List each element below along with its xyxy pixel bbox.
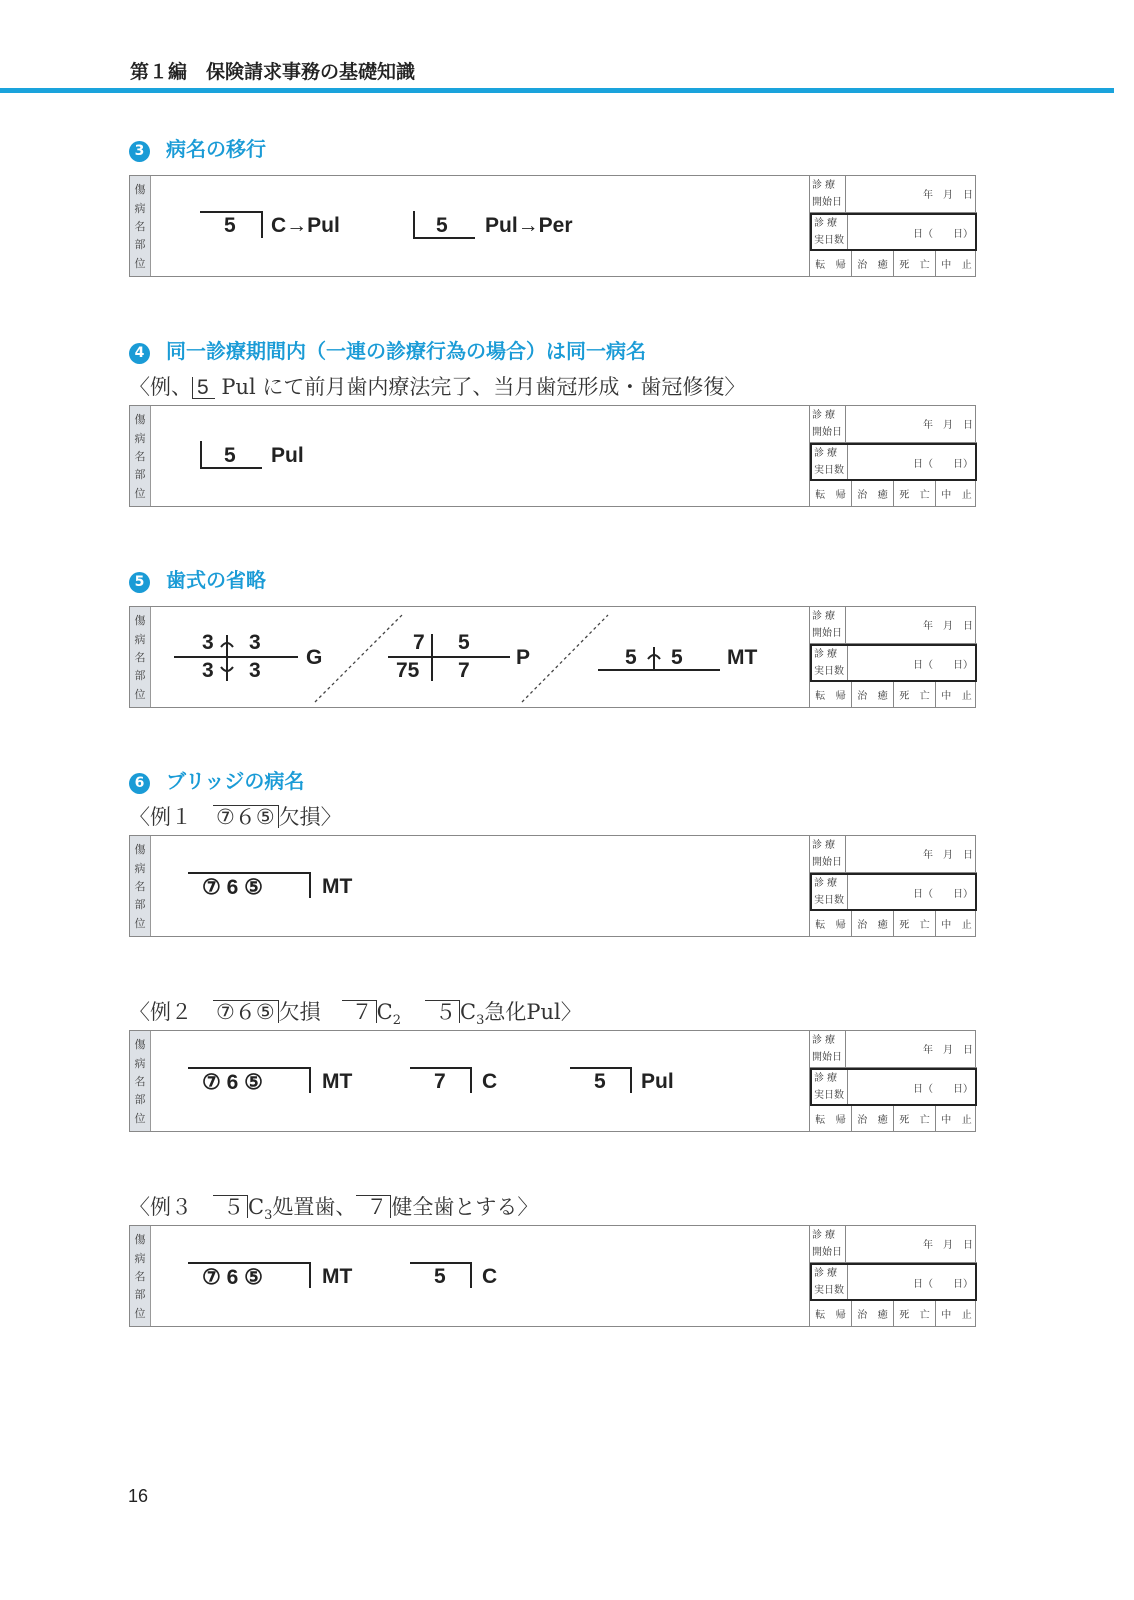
tooth-number: 5 (594, 1070, 606, 1093)
example-3-text: 〈例３ ５ $C_3$処置歯、 ７ 健全歯とする〉 (129, 1195, 539, 1224)
diagnosis-form-6 (129, 1225, 976, 1327)
diagnosis-text: MT (322, 1070, 353, 1093)
form-side-label: 傷 病 名 部 位 (130, 176, 151, 276)
diagnosis-text: C (482, 1070, 498, 1093)
tooth-number: 5 (671, 646, 683, 669)
form-right-panel: 診 療 開始日 年 月 日 診 療 実日数 日（ 日） 転 帰 治 癒 死 亡 中 止 (809, 607, 977, 707)
quadrant-line (200, 211, 262, 213)
form-right-panel: 診 療 開始日 年 月 日 診 療 実日数 日（ 日） 転 帰 治 癒 死 亡 中 止 (809, 406, 977, 506)
tooth-formula-diagram (130, 607, 809, 707)
diagnosis-text: C→Pul (271, 214, 340, 237)
quadrant-line (309, 1262, 311, 1288)
section-number: 6 (129, 773, 150, 794)
quadrant-line (309, 1067, 311, 1093)
tooth-number: 5 (434, 1265, 446, 1288)
quadrant-line (630, 1067, 632, 1093)
quadrant-line (261, 211, 263, 238)
quadrant-line (188, 1067, 310, 1069)
tooth-number: 75 (396, 659, 420, 682)
diagnosis-form-5 (129, 1030, 976, 1132)
section-6-heading (129, 765, 304, 794)
diagnosis-text: P (516, 646, 531, 669)
tooth-number: 3 (202, 659, 214, 682)
example-text: 〈例、 5 Pul にて前月歯内療法完了、当月歯冠形成・歯冠修復〉 (129, 375, 746, 399)
quadrant-line (413, 211, 415, 239)
quadrant-line (570, 1067, 632, 1069)
tooth-number: 3 (249, 631, 261, 654)
example-2-text: 〈例２ ⑦６⑤ 欠損 ７ $C_2$ ５ $C_3$急化Pul〉 (129, 1000, 582, 1029)
tooth-number: 7 (434, 1070, 446, 1093)
chapter-header: 第１編 保険請求事務の基礎知識 (130, 61, 416, 83)
tooth-numbers: ⑦ 6 ⑤ (202, 876, 264, 899)
section-number: 5 (129, 572, 150, 593)
example-1-text: 〈例１ ⑦６⑤ 欠損〉 (129, 805, 342, 829)
form-side-label: 傷 病 名 部 位 (130, 607, 151, 707)
tooth-number: 7 (413, 631, 425, 654)
section-number: 3 (129, 141, 150, 162)
quadrant-line (470, 1067, 472, 1093)
diagnosis-text: C (482, 1265, 498, 1288)
diagnosis-text: MT (322, 875, 353, 898)
header-rule (0, 88, 1114, 93)
section-title: 歯式の省略 (166, 568, 266, 592)
section-5-heading (129, 564, 266, 593)
section-title: 同一診療期間内（一連の診療行為の場合）は同一病名 (166, 339, 646, 363)
tooth-number: 5 (625, 646, 637, 669)
quadrant-line (200, 441, 202, 469)
form-side-label: 傷 病 名 部 位 (130, 1031, 151, 1131)
diagnosis-text: Pul (641, 1070, 674, 1093)
section-title: 病名の移行 (166, 137, 266, 161)
form-side-label: 傷 病 名 部 位 (130, 1226, 151, 1326)
diagnosis-form-3 (129, 606, 976, 708)
tooth-numbers: ⑦ 6 ⑤ (202, 1071, 264, 1094)
section-3-heading (129, 133, 266, 162)
form-side-label: 傷 病 名 部 位 (130, 836, 151, 936)
tooth-number: 5 (458, 631, 470, 654)
diagnosis-text: Pul (271, 444, 304, 467)
form-right-panel: 診 療 開始日 年 月 日 診 療 実日数 日（ 日） 転 帰 治 癒 死 亡 中 止 (809, 176, 977, 276)
tooth-number: 5 (224, 444, 236, 467)
diagnosis-text: G (306, 646, 323, 669)
diagnosis-form-4 (129, 835, 976, 937)
tooth-number: 7 (458, 659, 470, 682)
form-right-panel: 診 療 開始日 年 月 日 診 療 実日数 日（ 日） 転 帰 治 癒 死 亡 中 止 (809, 1031, 977, 1131)
tooth-number: 3 (202, 631, 214, 654)
quadrant-line (188, 1262, 310, 1264)
tooth-numbers: ⑦ 6 ⑤ (202, 1266, 264, 1289)
quadrant-line (410, 1262, 472, 1264)
form-right-panel: 診 療 開始日 年 月 日 診 療 実日数 日（ 日） 転 帰 治 癒 死 亡 中 止 (809, 1226, 977, 1326)
form-side-label: 傷 病 名 部 位 (130, 406, 151, 506)
diagnosis-text: Pul→Per (485, 214, 573, 237)
section-title: ブリッジの病名 (166, 769, 305, 793)
form-right-panel: 診 療 開始日 年 月 日 診 療 実日数 日（ 日） 転 帰 治 癒 死 亡 中 止 (809, 836, 977, 936)
page-number: 16 (128, 1486, 149, 1506)
quadrant-line (309, 872, 311, 898)
section-4-heading (129, 335, 646, 364)
tooth-number: 3 (249, 659, 261, 682)
diagnosis-form-1 (129, 175, 976, 277)
diagnosis-text: MT (322, 1265, 353, 1288)
diagnosis-text: MT (727, 646, 758, 669)
section-number: 4 (129, 343, 150, 364)
tooth-number: 5 (224, 214, 236, 237)
quadrant-line (188, 872, 310, 874)
diagnosis-form-2 (129, 405, 976, 507)
quadrant-line (470, 1262, 472, 1288)
quadrant-line (410, 1067, 472, 1069)
tooth-number: 5 (436, 214, 448, 237)
